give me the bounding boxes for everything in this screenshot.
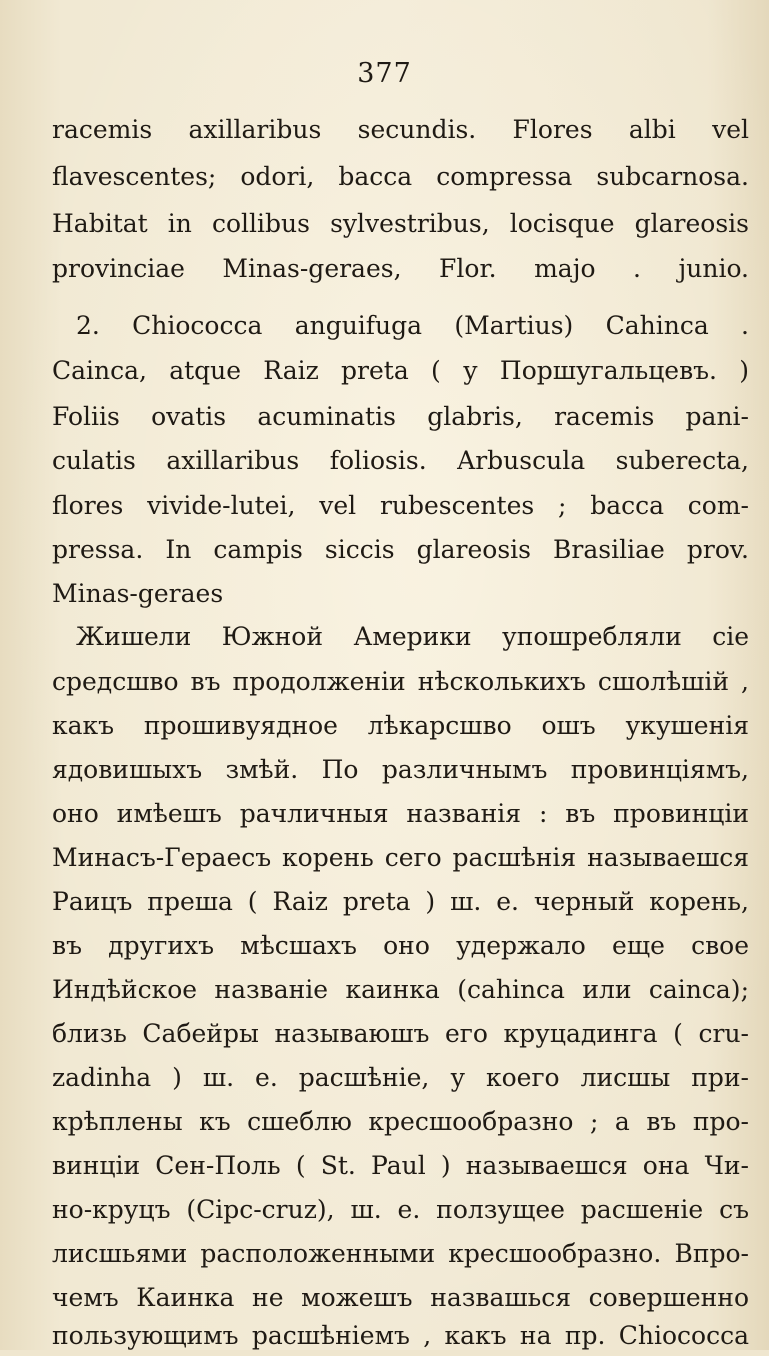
- text-line: какъ прошивуядное лѣкарсшво ошъ укушенія: [52, 711, 749, 740]
- text-line: Раицъ преша ( Raiz preta ) ш. е. черный корень,: [52, 887, 749, 916]
- text-line: culatis axillaribus foliosis. Arbuscula suberecta,: [52, 446, 749, 475]
- text-line: Cainca, atque Raiz preta ( у Поршугальцевъ. ): [52, 356, 749, 385]
- text-line: Minas-geraes: [52, 579, 224, 608]
- text-line: pressa. In campis siccis glareosis Brasiliae prov.: [52, 535, 749, 564]
- text-line: винціи Сен-Поль ( St. Paul ) называешся она Чи-: [52, 1151, 749, 1180]
- text-line: Индѣйское названіе каинка (cahinca или cainca);: [52, 975, 749, 1004]
- text-line: zadinha ) ш. е. расшѣніе, у коего лисшы при-: [52, 1063, 749, 1092]
- text-line: Foliis ovatis acuminatis glabris, racemis pani-: [52, 402, 749, 431]
- text-line: ядовишыхъ змѣй. По различнымъ провинціямъ,: [52, 755, 749, 784]
- page-number: 377: [357, 58, 412, 89]
- text-line: средсшво въ продолженіи нѣсколькихъ сшолѣшій ,: [52, 667, 749, 696]
- text-line: racemis axillaribus secundis. Flores albi vel: [52, 115, 749, 144]
- text-line: но-круцъ (Cipc-cruz), ш. е. ползущее расшеніе съ: [52, 1195, 749, 1224]
- text-line: Habitat in collibus sylvestribus, locisque glareosis: [52, 209, 749, 238]
- text-line: чемъ Каинка не можешъ назвашься совершенно: [52, 1283, 749, 1312]
- text-line: Минасъ-Гераесъ корень сего расшѣнія называешся: [52, 843, 749, 872]
- text-line: оно имѣешъ рачличныя названія : въ провинціи: [52, 799, 749, 828]
- text-line: лисшьями расположенными кресшообразно. Впро-: [52, 1239, 749, 1268]
- text-line: въ другихъ мѣсшахъ оно удержало еще свое: [52, 931, 749, 960]
- text-line: Жишели Южной Америки упошребляли сіе: [76, 622, 749, 651]
- text-line: крѣплены къ сшеблю кресшообразно ; а въ про-: [52, 1107, 749, 1136]
- text-line: 2. Chiococca anguifuga (Martius) Cahinca .: [76, 311, 749, 340]
- text-line: provinciae Minas-geraes, Flor. majo . junio.: [52, 254, 749, 283]
- text-line: пользующимъ расшѣніемъ , какъ на пр. Chiococca: [52, 1321, 749, 1350]
- text-line: flores vivide-lutei, vel rubescentes ; bacca com-: [52, 491, 749, 520]
- text-line: близь Сабейры называюшъ его круцадинга ( cru-: [52, 1019, 749, 1048]
- text-line: flavescentes; odori, bacca compressa subcarnosa.: [52, 162, 749, 191]
